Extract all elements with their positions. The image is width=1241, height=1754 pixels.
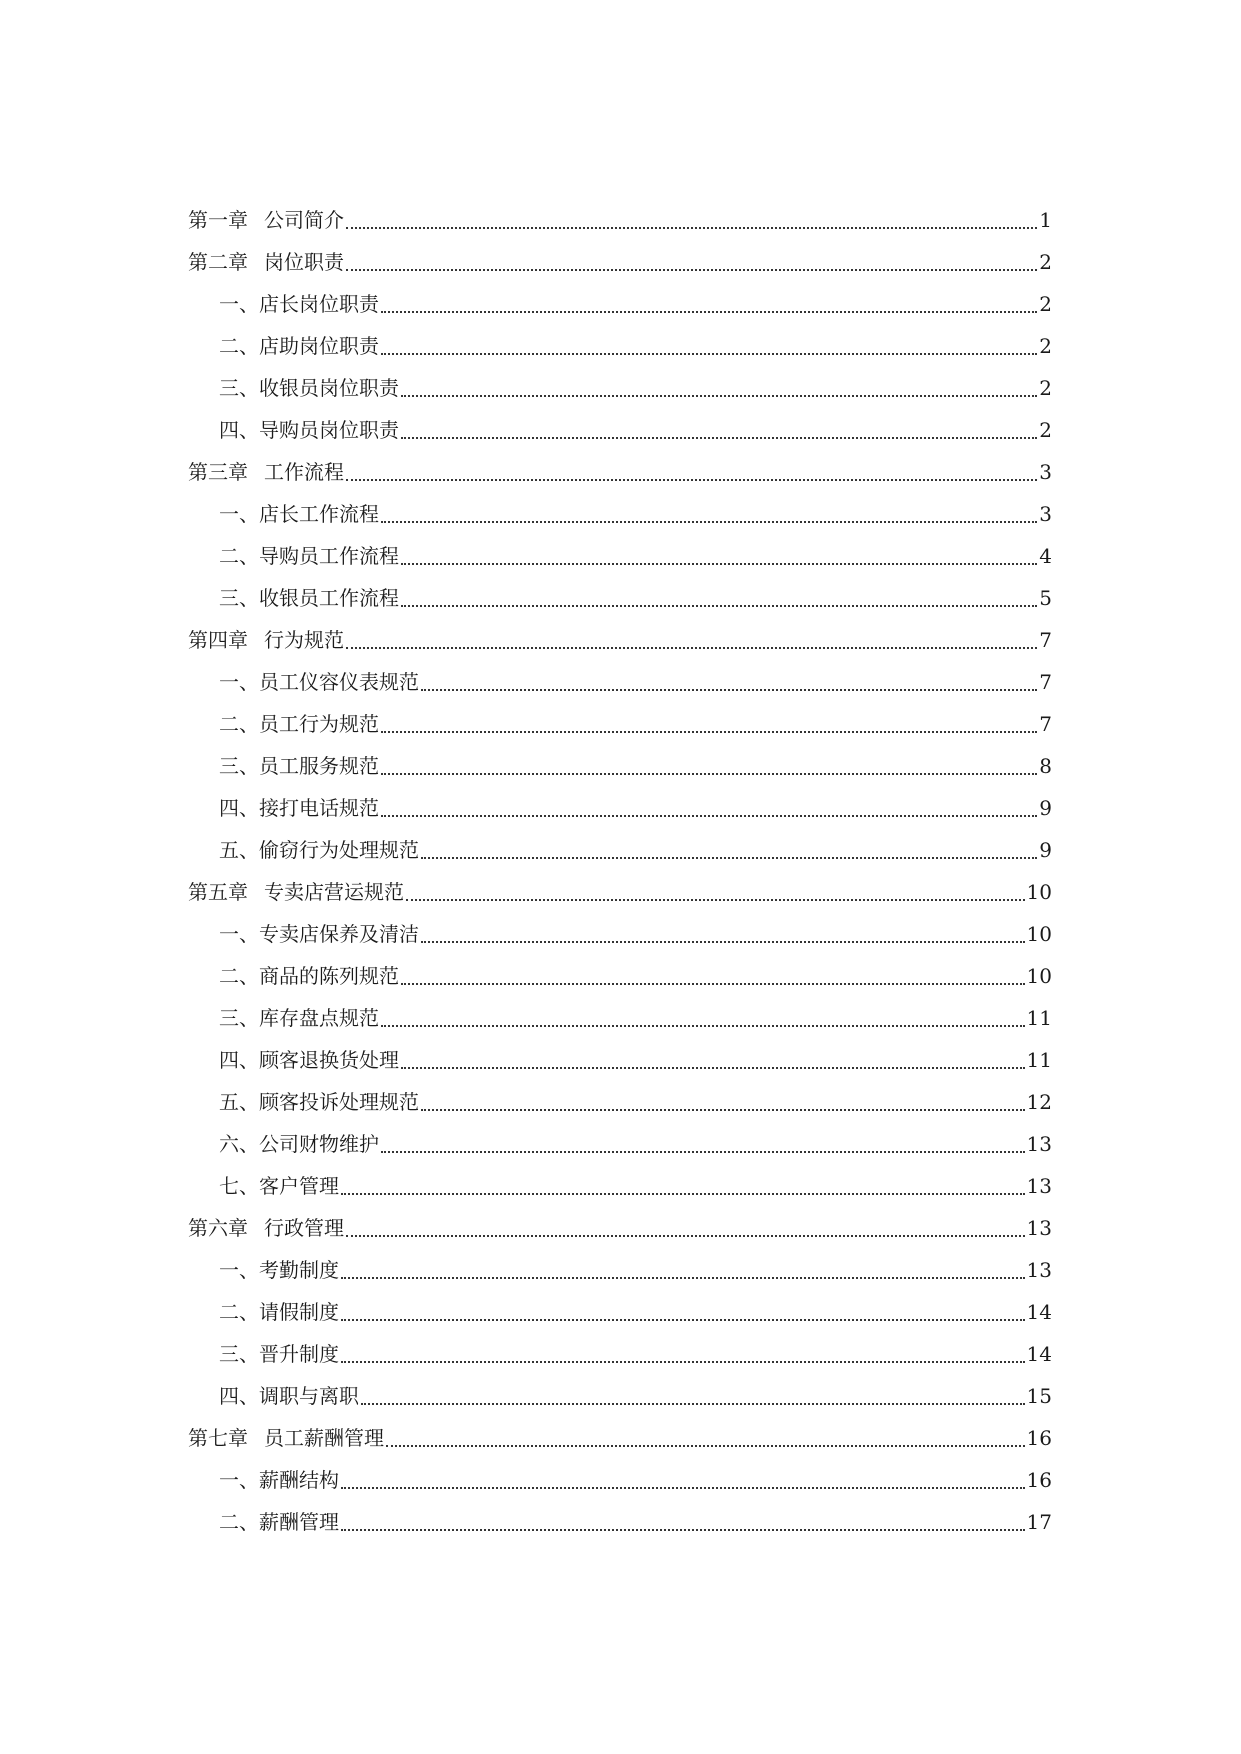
toc-entry-prefix: 五、: [219, 1090, 259, 1114]
toc-entry-title: 工作流程: [264, 460, 344, 484]
toc-entry-prefix: 第七章: [188, 1426, 248, 1450]
toc-section-entry[interactable]: [188, 1501, 1052, 1543]
toc-section-entry[interactable]: [188, 955, 1052, 997]
toc-page-number: 3: [1039, 460, 1052, 484]
toc-section-entry[interactable]: [188, 325, 1052, 367]
toc-page-number: 10: [1026, 964, 1052, 988]
toc-entry-title: 员工行为规范: [259, 712, 379, 736]
toc-page-number: 2: [1039, 418, 1052, 442]
toc-entry-label: [219, 1249, 339, 1291]
toc-entry-title: 公司简介: [264, 208, 344, 232]
toc-dot-leader: [401, 983, 1025, 985]
toc-section-entry[interactable]: [188, 1459, 1052, 1501]
toc-dot-leader: [421, 689, 1037, 691]
toc-page-number: 14: [1026, 1342, 1052, 1366]
toc-dot-leader: [401, 395, 1037, 397]
toc-entry-prefix: 五、: [219, 838, 259, 862]
toc-page-number: 10: [1026, 880, 1052, 904]
toc-entry-prefix: 四、: [219, 796, 259, 820]
toc-entry-label: [219, 535, 399, 577]
toc-entry-title: 导购员岗位职责: [259, 418, 399, 442]
toc-entry-title: 顾客投诉处理规范: [259, 1090, 419, 1114]
toc-page-number: 2: [1039, 334, 1052, 358]
toc-entry-title: 接打电话规范: [259, 796, 379, 820]
toc-entry-label: [188, 871, 404, 913]
toc-dot-leader: [346, 227, 1037, 229]
toc-entry-title: 店长岗位职责: [259, 292, 379, 316]
toc-section-entry[interactable]: [188, 913, 1052, 955]
toc-section-entry[interactable]: [188, 745, 1052, 787]
toc-entry-title: 库存盘点规范: [259, 1006, 379, 1030]
table-of-contents: [188, 199, 1052, 1543]
toc-dot-leader: [381, 353, 1037, 355]
toc-entry-prefix: 一、: [219, 922, 259, 946]
toc-page-number: 12: [1026, 1090, 1052, 1114]
toc-section-entry[interactable]: [188, 1081, 1052, 1123]
toc-dot-leader: [406, 899, 1025, 901]
toc-section-entry[interactable]: [188, 283, 1052, 325]
toc-entry-label: [219, 409, 399, 451]
toc-entry-label: [219, 997, 379, 1039]
toc-page-number: 16: [1026, 1426, 1052, 1450]
toc-entry-label: [219, 1459, 339, 1501]
toc-entry-title: 导购员工作流程: [259, 544, 399, 568]
toc-page-number: 8: [1039, 754, 1052, 778]
toc-section-entry[interactable]: [188, 661, 1052, 703]
toc-entry-prefix: 六、: [219, 1132, 259, 1156]
toc-entry-prefix: 第三章: [188, 460, 248, 484]
toc-entry-label: [219, 325, 379, 367]
toc-entry-prefix: 一、: [219, 292, 259, 316]
toc-entry-label: [219, 913, 419, 955]
toc-dot-leader: [401, 605, 1037, 607]
toc-entry-label: [219, 829, 419, 871]
toc-entry-prefix: 三、: [219, 754, 259, 778]
toc-entry-title: 薪酬结构: [259, 1468, 339, 1492]
toc-entry-label: [188, 199, 344, 241]
toc-dot-leader: [401, 1067, 1025, 1069]
toc-entry-prefix: 第五章: [188, 880, 248, 904]
toc-dot-leader: [381, 311, 1037, 313]
toc-dot-leader: [401, 563, 1037, 565]
toc-entry-label: [219, 1333, 339, 1375]
toc-entry-title: 调职与离职: [259, 1384, 359, 1408]
toc-chapter-entry[interactable]: [188, 199, 1052, 241]
toc-entry-label: [188, 241, 344, 283]
toc-entry-label: [219, 1291, 339, 1333]
toc-entry-prefix: 二、: [219, 712, 259, 736]
toc-section-entry[interactable]: [188, 535, 1052, 577]
toc-entry-title: 公司财物维护: [259, 1132, 379, 1156]
toc-page-number: 13: [1026, 1174, 1052, 1198]
toc-entry-title: 专卖店保养及清洁: [259, 922, 419, 946]
toc-entry-title: 员工仪容仪表规范: [259, 670, 419, 694]
toc-entry-label: [219, 577, 399, 619]
toc-chapter-entry[interactable]: [188, 241, 1052, 283]
toc-dot-leader: [381, 1151, 1025, 1153]
toc-dot-leader: [401, 437, 1037, 439]
toc-entry-prefix: 二、: [219, 1510, 259, 1534]
toc-entry-title: 收银员岗位职责: [259, 376, 399, 400]
toc-section-entry[interactable]: [188, 409, 1052, 451]
toc-entry-label: [219, 661, 419, 703]
toc-dot-leader: [346, 1235, 1025, 1237]
toc-dot-leader: [421, 857, 1037, 859]
toc-entry-title: 员工薪酬管理: [264, 1426, 384, 1450]
toc-dot-leader: [381, 521, 1037, 523]
toc-page-number: 5: [1039, 586, 1052, 610]
toc-dot-leader: [381, 731, 1037, 733]
toc-entry-title: 晋升制度: [259, 1342, 339, 1366]
toc-entry-title: 偷窃行为处理规范: [259, 838, 419, 862]
toc-entry-title: 行政管理: [264, 1216, 344, 1240]
toc-page-number: 2: [1039, 292, 1052, 316]
toc-entry-label: [188, 619, 344, 661]
toc-entry-prefix: 第六章: [188, 1216, 248, 1240]
toc-entry-prefix: 三、: [219, 376, 259, 400]
toc-dot-leader: [381, 1025, 1025, 1027]
toc-dot-leader: [341, 1319, 1025, 1321]
toc-entry-label: [219, 1501, 339, 1543]
toc-chapter-entry[interactable]: [188, 619, 1052, 661]
toc-page-number: 3: [1039, 502, 1052, 526]
toc-page-number: 10: [1026, 922, 1052, 946]
toc-chapter-entry[interactable]: [188, 871, 1052, 913]
toc-entry-prefix: 一、: [219, 1468, 259, 1492]
toc-section-entry[interactable]: [188, 1249, 1052, 1291]
toc-dot-leader: [421, 1109, 1025, 1111]
toc-section-entry[interactable]: [188, 703, 1052, 745]
toc-dot-leader: [346, 479, 1037, 481]
toc-chapter-entry[interactable]: [188, 451, 1052, 493]
toc-page-number: 15: [1026, 1384, 1052, 1408]
toc-entry-prefix: 一、: [219, 670, 259, 694]
toc-page-number: 16: [1026, 1468, 1052, 1492]
toc-dot-leader: [386, 1445, 1025, 1447]
toc-section-entry[interactable]: [188, 367, 1052, 409]
toc-dot-leader: [341, 1529, 1025, 1531]
toc-entry-prefix: 二、: [219, 334, 259, 358]
toc-entry-label: [219, 1081, 419, 1123]
toc-dot-leader: [381, 815, 1037, 817]
toc-entry-label: [219, 283, 379, 325]
toc-page-number: 13: [1026, 1258, 1052, 1282]
toc-dot-leader: [346, 647, 1037, 649]
toc-section-entry[interactable]: [188, 1039, 1052, 1081]
toc-entry-title: 薪酬管理: [259, 1510, 339, 1534]
toc-entry-label: [219, 1375, 359, 1417]
toc-section-entry[interactable]: [188, 1375, 1052, 1417]
toc-entry-prefix: 第一章: [188, 208, 248, 232]
toc-entry-title: 岗位职责: [264, 250, 344, 274]
toc-page-number: 7: [1039, 628, 1052, 652]
toc-entry-prefix: 二、: [219, 964, 259, 988]
toc-chapter-entry[interactable]: [188, 1417, 1052, 1459]
toc-dot-leader: [341, 1487, 1025, 1489]
toc-entry-title: 收银员工作流程: [259, 586, 399, 610]
toc-entry-title: 员工服务规范: [259, 754, 379, 778]
toc-entry-label: [219, 367, 399, 409]
toc-entry-label: [188, 1417, 384, 1459]
toc-entry-title: 店长工作流程: [259, 502, 379, 526]
toc-section-entry[interactable]: [188, 1123, 1052, 1165]
toc-page-number: 7: [1039, 712, 1052, 736]
toc-entry-title: 请假制度: [259, 1300, 339, 1324]
toc-dot-leader: [421, 941, 1025, 943]
toc-entry-title: 专卖店营运规范: [264, 880, 404, 904]
toc-entry-prefix: 一、: [219, 1258, 259, 1282]
toc-entry-prefix: 二、: [219, 1300, 259, 1324]
toc-entry-prefix: 第四章: [188, 628, 248, 652]
toc-page-number: 17: [1026, 1510, 1052, 1534]
toc-entry-label: [219, 787, 379, 829]
toc-entry-label: [188, 451, 344, 493]
toc-page-number: 13: [1026, 1132, 1052, 1156]
toc-entry-prefix: 二、: [219, 544, 259, 568]
toc-page-number: 9: [1039, 796, 1052, 820]
toc-entry-label: [219, 703, 379, 745]
toc-entry-label: [219, 1123, 379, 1165]
toc-dot-leader: [341, 1277, 1025, 1279]
toc-entry-title: 客户管理: [259, 1174, 339, 1198]
toc-section-entry[interactable]: [188, 1333, 1052, 1375]
toc-entry-prefix: 第二章: [188, 250, 248, 274]
toc-entry-title: 顾客退换货处理: [259, 1048, 399, 1072]
toc-entry-title: 商品的陈列规范: [259, 964, 399, 988]
toc-entry-label: [219, 745, 379, 787]
toc-page-number: 2: [1039, 376, 1052, 400]
toc-dot-leader: [341, 1193, 1025, 1195]
toc-entry-label: [219, 1039, 399, 1081]
toc-chapter-entry[interactable]: [188, 1207, 1052, 1249]
toc-entry-prefix: 四、: [219, 418, 259, 442]
toc-entry-title: 考勤制度: [259, 1258, 339, 1282]
toc-page-number: 9: [1039, 838, 1052, 862]
toc-page-number: 13: [1026, 1216, 1052, 1240]
toc-section-entry[interactable]: [188, 829, 1052, 871]
toc-entry-label: [188, 1207, 344, 1249]
toc-entry-label: [219, 955, 399, 997]
toc-section-entry[interactable]: [188, 1165, 1052, 1207]
toc-page-number: 1: [1039, 208, 1052, 232]
toc-entry-prefix: 四、: [219, 1048, 259, 1072]
toc-entry-prefix: 三、: [219, 1342, 259, 1366]
toc-page-number: 7: [1039, 670, 1052, 694]
toc-page-number: 14: [1026, 1300, 1052, 1324]
toc-entry-label: [219, 1165, 339, 1207]
toc-page-number: 11: [1026, 1048, 1052, 1072]
toc-entry-label: [219, 493, 379, 535]
toc-entry-title: 店助岗位职责: [259, 334, 379, 358]
toc-entry-prefix: 七、: [219, 1174, 259, 1198]
toc-section-entry[interactable]: [188, 493, 1052, 535]
toc-page-number: 11: [1026, 1006, 1052, 1030]
toc-section-entry[interactable]: [188, 577, 1052, 619]
toc-dot-leader: [346, 269, 1037, 271]
toc-section-entry[interactable]: [188, 997, 1052, 1039]
toc-dot-leader: [341, 1361, 1025, 1363]
toc-entry-prefix: 三、: [219, 1006, 259, 1030]
toc-section-entry[interactable]: [188, 787, 1052, 829]
toc-page-number: 2: [1039, 250, 1052, 274]
toc-dot-leader: [361, 1403, 1025, 1405]
toc-entry-prefix: 一、: [219, 502, 259, 526]
toc-entry-prefix: 三、: [219, 586, 259, 610]
toc-entry-prefix: 四、: [219, 1384, 259, 1408]
toc-dot-leader: [381, 773, 1037, 775]
toc-entry-title: 行为规范: [264, 628, 344, 652]
toc-section-entry[interactable]: [188, 1291, 1052, 1333]
toc-page-number: 4: [1039, 544, 1052, 568]
